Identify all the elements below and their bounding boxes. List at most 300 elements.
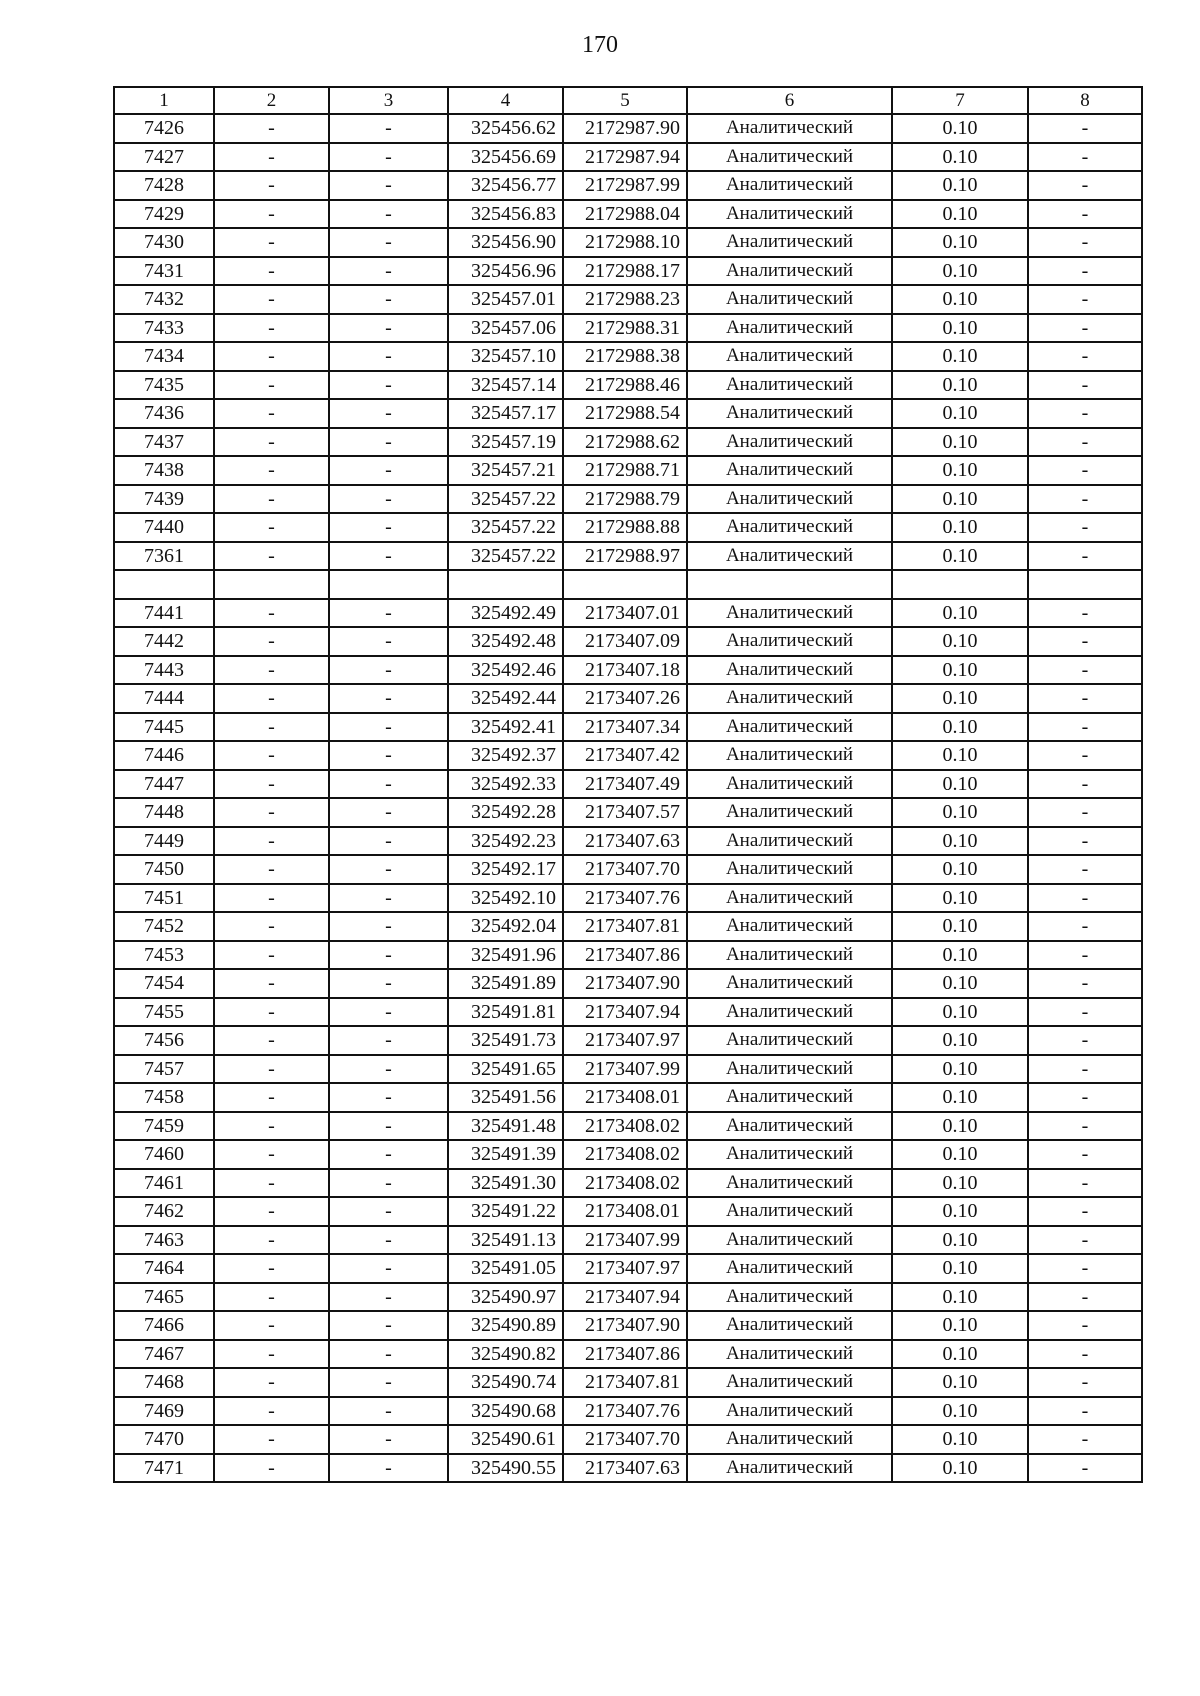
table-row <box>114 1197 1142 1226</box>
accuracy-cell: 0.10 <box>892 627 1028 656</box>
accuracy-cell: 0.10 <box>892 599 1028 628</box>
cell: - <box>1028 485 1142 514</box>
cell: - <box>214 1454 329 1483</box>
cell: - <box>214 114 329 143</box>
cell: - <box>329 143 448 172</box>
table-row <box>114 171 1142 200</box>
table-row <box>114 627 1142 656</box>
table-row <box>114 855 1142 884</box>
cell: - <box>329 656 448 685</box>
cell: - <box>214 257 329 286</box>
method-cell: Аналитический <box>687 1340 892 1369</box>
table-row <box>114 1368 1142 1397</box>
y-coordinate-cell: 2172988.38 <box>563 342 687 371</box>
accuracy-cell: 0.10 <box>892 542 1028 571</box>
cell: - <box>1028 257 1142 286</box>
point-number-cell: 7457 <box>114 1055 214 1084</box>
y-coordinate-cell: 2173407.86 <box>563 1340 687 1369</box>
x-coordinate-cell: 325490.68 <box>448 1397 563 1426</box>
cell: - <box>1028 1026 1142 1055</box>
accuracy-cell: 0.10 <box>892 143 1028 172</box>
cell: - <box>214 1083 329 1112</box>
header-row <box>114 87 1142 114</box>
cell: - <box>329 1340 448 1369</box>
table-row <box>114 342 1142 371</box>
table-row <box>114 969 1142 998</box>
accuracy-cell: 0.10 <box>892 1083 1028 1112</box>
method-cell: Аналитический <box>687 1169 892 1198</box>
table-row <box>114 570 1142 599</box>
method-cell: Аналитический <box>687 713 892 742</box>
cell: - <box>1028 599 1142 628</box>
cell: - <box>329 342 448 371</box>
y-coordinate-cell: 2173407.76 <box>563 884 687 913</box>
table-row <box>114 1026 1142 1055</box>
column-header: 7 <box>892 87 1028 114</box>
accuracy-cell: 0.10 <box>892 456 1028 485</box>
cell: - <box>329 855 448 884</box>
cell: - <box>1028 456 1142 485</box>
method-cell: Аналитический <box>687 228 892 257</box>
point-number-cell: 7453 <box>114 941 214 970</box>
point-number-cell: 7361 <box>114 542 214 571</box>
point-number-cell: 7443 <box>114 656 214 685</box>
cell: - <box>329 1397 448 1426</box>
y-coordinate-cell: 2173407.09 <box>563 627 687 656</box>
cell: - <box>214 428 329 457</box>
cell: - <box>329 998 448 1027</box>
cell: - <box>214 485 329 514</box>
point-number-cell: 7445 <box>114 713 214 742</box>
cell: - <box>1028 1397 1142 1426</box>
y-coordinate-cell: 2173407.97 <box>563 1026 687 1055</box>
cell: - <box>1028 798 1142 827</box>
table-body <box>114 114 1142 1482</box>
y-coordinate-cell: 2173407.90 <box>563 1311 687 1340</box>
method-cell: Аналитический <box>687 1055 892 1084</box>
cell: - <box>1028 969 1142 998</box>
cell: - <box>214 941 329 970</box>
y-coordinate-cell: 2173408.01 <box>563 1197 687 1226</box>
cell: - <box>1028 684 1142 713</box>
table-row <box>114 713 1142 742</box>
method-cell: Аналитический <box>687 371 892 400</box>
table-row <box>114 456 1142 485</box>
cell: - <box>329 741 448 770</box>
cell: - <box>329 513 448 542</box>
method-cell: Аналитический <box>687 1140 892 1169</box>
y-coordinate-cell: 2173408.01 <box>563 1083 687 1112</box>
cell: - <box>329 1169 448 1198</box>
cell: - <box>1028 314 1142 343</box>
y-coordinate-cell: 2173407.70 <box>563 855 687 884</box>
point-number-cell: 7465 <box>114 1283 214 1312</box>
point-number-cell: 7464 <box>114 1254 214 1283</box>
y-coordinate-cell: 2173407.57 <box>563 798 687 827</box>
point-number-cell: 7459 <box>114 1112 214 1141</box>
cell: - <box>214 599 329 628</box>
accuracy-cell: 0.10 <box>892 200 1028 229</box>
point-number-cell: 7466 <box>114 1311 214 1340</box>
point-number-cell: 7441 <box>114 599 214 628</box>
accuracy-cell: 0.10 <box>892 1226 1028 1255</box>
table-row <box>114 770 1142 799</box>
accuracy-cell: 0.10 <box>892 684 1028 713</box>
accuracy-cell: 0.10 <box>892 1254 1028 1283</box>
point-number-cell: 7438 <box>114 456 214 485</box>
cell: - <box>329 1197 448 1226</box>
table-row <box>114 1112 1142 1141</box>
y-coordinate-cell: 2173407.86 <box>563 941 687 970</box>
cell: - <box>329 770 448 799</box>
accuracy-cell: 0.10 <box>892 1311 1028 1340</box>
y-coordinate-cell: 2173407.94 <box>563 1283 687 1312</box>
x-coordinate-cell: 325456.96 <box>448 257 563 286</box>
accuracy-cell: 0.10 <box>892 513 1028 542</box>
accuracy-cell: 0.10 <box>892 1397 1028 1426</box>
table-row <box>114 741 1142 770</box>
accuracy-cell: 0.10 <box>892 228 1028 257</box>
x-coordinate-cell: 325492.49 <box>448 599 563 628</box>
table-row <box>114 1140 1142 1169</box>
accuracy-cell: 0.10 <box>892 1283 1028 1312</box>
table-header <box>114 87 1142 114</box>
cell: - <box>214 1226 329 1255</box>
x-coordinate-cell: 325457.22 <box>448 542 563 571</box>
accuracy-cell: 0.10 <box>892 855 1028 884</box>
method-cell <box>687 570 892 599</box>
y-coordinate-cell: 2173407.63 <box>563 1454 687 1483</box>
cell: - <box>214 285 329 314</box>
cell: - <box>329 456 448 485</box>
cell: - <box>329 1311 448 1340</box>
cell: - <box>1028 627 1142 656</box>
accuracy-cell: 0.10 <box>892 1197 1028 1226</box>
accuracy-cell: 0.10 <box>892 912 1028 941</box>
accuracy-cell: 0.10 <box>892 114 1028 143</box>
y-coordinate-cell: 2173407.76 <box>563 1397 687 1426</box>
method-cell: Аналитический <box>687 200 892 229</box>
point-number-cell: 7437 <box>114 428 214 457</box>
method-cell: Аналитический <box>687 143 892 172</box>
x-coordinate-cell: 325491.48 <box>448 1112 563 1141</box>
cell: - <box>329 200 448 229</box>
accuracy-cell: 0.10 <box>892 969 1028 998</box>
cell: - <box>329 428 448 457</box>
y-coordinate-cell: 2173407.70 <box>563 1425 687 1454</box>
y-coordinate-cell: 2173407.49 <box>563 770 687 799</box>
coordinates-table <box>113 86 1143 1483</box>
cell: - <box>214 627 329 656</box>
cell: - <box>1028 1283 1142 1312</box>
method-cell: Аналитический <box>687 1311 892 1340</box>
point-number-cell: 7430 <box>114 228 214 257</box>
cell: - <box>329 827 448 856</box>
cell: - <box>329 285 448 314</box>
point-number-cell: 7462 <box>114 1197 214 1226</box>
x-coordinate-cell: 325456.62 <box>448 114 563 143</box>
cell: - <box>1028 513 1142 542</box>
cell <box>214 570 329 599</box>
table-row <box>114 1311 1142 1340</box>
method-cell: Аналитический <box>687 513 892 542</box>
cell: - <box>329 1083 448 1112</box>
table-row <box>114 371 1142 400</box>
accuracy-cell: 0.10 <box>892 1026 1028 1055</box>
cell: - <box>214 542 329 571</box>
y-coordinate-cell: 2172988.04 <box>563 200 687 229</box>
table-row <box>114 1226 1142 1255</box>
accuracy-cell: 0.10 <box>892 371 1028 400</box>
cell: - <box>214 228 329 257</box>
table-row <box>114 1055 1142 1084</box>
method-cell: Аналитический <box>687 827 892 856</box>
x-coordinate-cell: 325491.81 <box>448 998 563 1027</box>
method-cell: Аналитический <box>687 1197 892 1226</box>
x-coordinate-cell: 325491.13 <box>448 1226 563 1255</box>
cell: - <box>1028 1197 1142 1226</box>
x-coordinate-cell: 325491.56 <box>448 1083 563 1112</box>
cell: - <box>214 399 329 428</box>
cell: - <box>329 1140 448 1169</box>
accuracy-cell: 0.10 <box>892 342 1028 371</box>
x-coordinate-cell: 325457.22 <box>448 485 563 514</box>
point-number-cell: 7442 <box>114 627 214 656</box>
cell: - <box>214 827 329 856</box>
y-coordinate-cell: 2173407.81 <box>563 1368 687 1397</box>
cell: - <box>214 1197 329 1226</box>
cell: - <box>1028 1169 1142 1198</box>
y-coordinate-cell: 2172988.46 <box>563 371 687 400</box>
cell: - <box>214 1254 329 1283</box>
cell: - <box>1028 855 1142 884</box>
x-coordinate-cell: 325456.83 <box>448 200 563 229</box>
accuracy-cell: 0.10 <box>892 1454 1028 1483</box>
method-cell: Аналитический <box>687 342 892 371</box>
point-number-cell: 7446 <box>114 741 214 770</box>
x-coordinate-cell: 325492.33 <box>448 770 563 799</box>
method-cell: Аналитический <box>687 485 892 514</box>
point-number-cell: 7467 <box>114 1340 214 1369</box>
cell: - <box>1028 428 1142 457</box>
y-coordinate-cell: 2173407.99 <box>563 1226 687 1255</box>
y-coordinate-cell: 2172988.54 <box>563 399 687 428</box>
table-row <box>114 143 1142 172</box>
cell: - <box>1028 713 1142 742</box>
x-coordinate-cell: 325457.10 <box>448 342 563 371</box>
cell: - <box>329 684 448 713</box>
method-cell: Аналитический <box>687 627 892 656</box>
table-row <box>114 513 1142 542</box>
accuracy-cell: 0.10 <box>892 827 1028 856</box>
method-cell: Аналитический <box>687 542 892 571</box>
x-coordinate-cell: 325491.96 <box>448 941 563 970</box>
method-cell: Аналитический <box>687 684 892 713</box>
accuracy-cell: 0.10 <box>892 399 1028 428</box>
cell: - <box>1028 1140 1142 1169</box>
cell: - <box>214 171 329 200</box>
point-number-cell: 7451 <box>114 884 214 913</box>
table-row <box>114 257 1142 286</box>
point-number-cell: 7439 <box>114 485 214 514</box>
table-row <box>114 200 1142 229</box>
column-header: 6 <box>687 87 892 114</box>
cell: - <box>1028 912 1142 941</box>
cell: - <box>329 1226 448 1255</box>
cell: - <box>329 542 448 571</box>
y-coordinate-cell: 2173407.81 <box>563 912 687 941</box>
point-number-cell: 7447 <box>114 770 214 799</box>
point-number-cell: 7455 <box>114 998 214 1027</box>
accuracy-cell: 0.10 <box>892 884 1028 913</box>
cell: - <box>214 342 329 371</box>
x-coordinate-cell: 325490.74 <box>448 1368 563 1397</box>
cell: - <box>1028 884 1142 913</box>
cell: - <box>1028 1226 1142 1255</box>
table-row <box>114 399 1142 428</box>
cell: - <box>329 485 448 514</box>
cell: - <box>1028 542 1142 571</box>
y-coordinate-cell: 2172988.17 <box>563 257 687 286</box>
cell: - <box>329 399 448 428</box>
cell: - <box>214 1340 329 1369</box>
cell: - <box>1028 1254 1142 1283</box>
point-number-cell: 7458 <box>114 1083 214 1112</box>
y-coordinate-cell: 2172988.31 <box>563 314 687 343</box>
cell: - <box>214 1311 329 1340</box>
cell: - <box>329 1055 448 1084</box>
cell: - <box>214 741 329 770</box>
x-coordinate-cell: 325490.82 <box>448 1340 563 1369</box>
cell <box>1028 570 1142 599</box>
table-row <box>114 912 1142 941</box>
method-cell: Аналитический <box>687 1254 892 1283</box>
method-cell: Аналитический <box>687 428 892 457</box>
cell: - <box>329 114 448 143</box>
x-coordinate-cell: 325491.30 <box>448 1169 563 1198</box>
cell: - <box>1028 998 1142 1027</box>
cell: - <box>1028 200 1142 229</box>
x-coordinate-cell: 325457.01 <box>448 285 563 314</box>
table-row <box>114 599 1142 628</box>
cell: - <box>329 599 448 628</box>
cell: - <box>214 1026 329 1055</box>
x-coordinate-cell: 325491.73 <box>448 1026 563 1055</box>
column-header: 5 <box>563 87 687 114</box>
cell: - <box>1028 285 1142 314</box>
table-row <box>114 314 1142 343</box>
cell <box>329 570 448 599</box>
accuracy-cell: 0.10 <box>892 1055 1028 1084</box>
method-cell: Аналитический <box>687 399 892 428</box>
cell: - <box>214 1368 329 1397</box>
x-coordinate-cell: 325490.89 <box>448 1311 563 1340</box>
point-number-cell <box>114 570 214 599</box>
cell: - <box>214 1283 329 1312</box>
accuracy-cell: 0.10 <box>892 798 1028 827</box>
column-header: 1 <box>114 87 214 114</box>
cell: - <box>214 713 329 742</box>
table-row <box>114 1425 1142 1454</box>
y-coordinate-cell: 2173407.90 <box>563 969 687 998</box>
y-coordinate-cell: 2172988.23 <box>563 285 687 314</box>
method-cell: Аналитический <box>687 998 892 1027</box>
x-coordinate-cell: 325457.22 <box>448 513 563 542</box>
table-row <box>114 1254 1142 1283</box>
accuracy-cell: 0.10 <box>892 1169 1028 1198</box>
point-number-cell: 7426 <box>114 114 214 143</box>
x-coordinate-cell: 325492.04 <box>448 912 563 941</box>
cell: - <box>329 171 448 200</box>
method-cell: Аналитический <box>687 599 892 628</box>
cell: - <box>1028 656 1142 685</box>
x-coordinate-cell: 325492.17 <box>448 855 563 884</box>
accuracy-cell: 0.10 <box>892 998 1028 1027</box>
accuracy-cell: 0.10 <box>892 770 1028 799</box>
cell: - <box>214 314 329 343</box>
point-number-cell: 7448 <box>114 798 214 827</box>
method-cell: Аналитический <box>687 171 892 200</box>
accuracy-cell: 0.10 <box>892 1368 1028 1397</box>
table-row <box>114 941 1142 970</box>
table-row <box>114 684 1142 713</box>
cell: - <box>214 456 329 485</box>
y-coordinate-cell: 2173407.97 <box>563 1254 687 1283</box>
x-coordinate-cell: 325491.65 <box>448 1055 563 1084</box>
point-number-cell: 7450 <box>114 855 214 884</box>
point-number-cell: 7444 <box>114 684 214 713</box>
x-coordinate-cell: 325492.37 <box>448 741 563 770</box>
y-coordinate-cell: 2172987.99 <box>563 171 687 200</box>
accuracy-cell: 0.10 <box>892 285 1028 314</box>
cell: - <box>214 371 329 400</box>
x-coordinate-cell: 325456.90 <box>448 228 563 257</box>
column-header: 3 <box>329 87 448 114</box>
point-number-cell: 7452 <box>114 912 214 941</box>
method-cell: Аналитический <box>687 656 892 685</box>
y-coordinate-cell: 2172988.97 <box>563 542 687 571</box>
y-coordinate-cell: 2173407.34 <box>563 713 687 742</box>
point-number-cell: 7436 <box>114 399 214 428</box>
x-coordinate-cell: 325491.05 <box>448 1254 563 1283</box>
accuracy-cell: 0.10 <box>892 1340 1028 1369</box>
y-coordinate-cell: 2173407.63 <box>563 827 687 856</box>
page-number: 170 <box>582 32 618 58</box>
x-coordinate-cell: 325457.14 <box>448 371 563 400</box>
cell: - <box>329 941 448 970</box>
point-number-cell: 7468 <box>114 1368 214 1397</box>
point-number-cell: 7431 <box>114 257 214 286</box>
accuracy-cell: 0.10 <box>892 314 1028 343</box>
cell: - <box>1028 1311 1142 1340</box>
y-coordinate-cell: 2173407.42 <box>563 741 687 770</box>
column-header: 2 <box>214 87 329 114</box>
method-cell: Аналитический <box>687 770 892 799</box>
y-coordinate-cell: 2173408.02 <box>563 1169 687 1198</box>
cell: - <box>329 912 448 941</box>
point-number-cell: 7456 <box>114 1026 214 1055</box>
cell: - <box>214 798 329 827</box>
cell: - <box>1028 1454 1142 1483</box>
cell: - <box>329 798 448 827</box>
x-coordinate-cell: 325492.44 <box>448 684 563 713</box>
table-row <box>114 998 1142 1027</box>
cell: - <box>1028 1425 1142 1454</box>
point-number-cell: 7427 <box>114 143 214 172</box>
accuracy-cell: 0.10 <box>892 1140 1028 1169</box>
table-row <box>114 542 1142 571</box>
cell: - <box>329 257 448 286</box>
